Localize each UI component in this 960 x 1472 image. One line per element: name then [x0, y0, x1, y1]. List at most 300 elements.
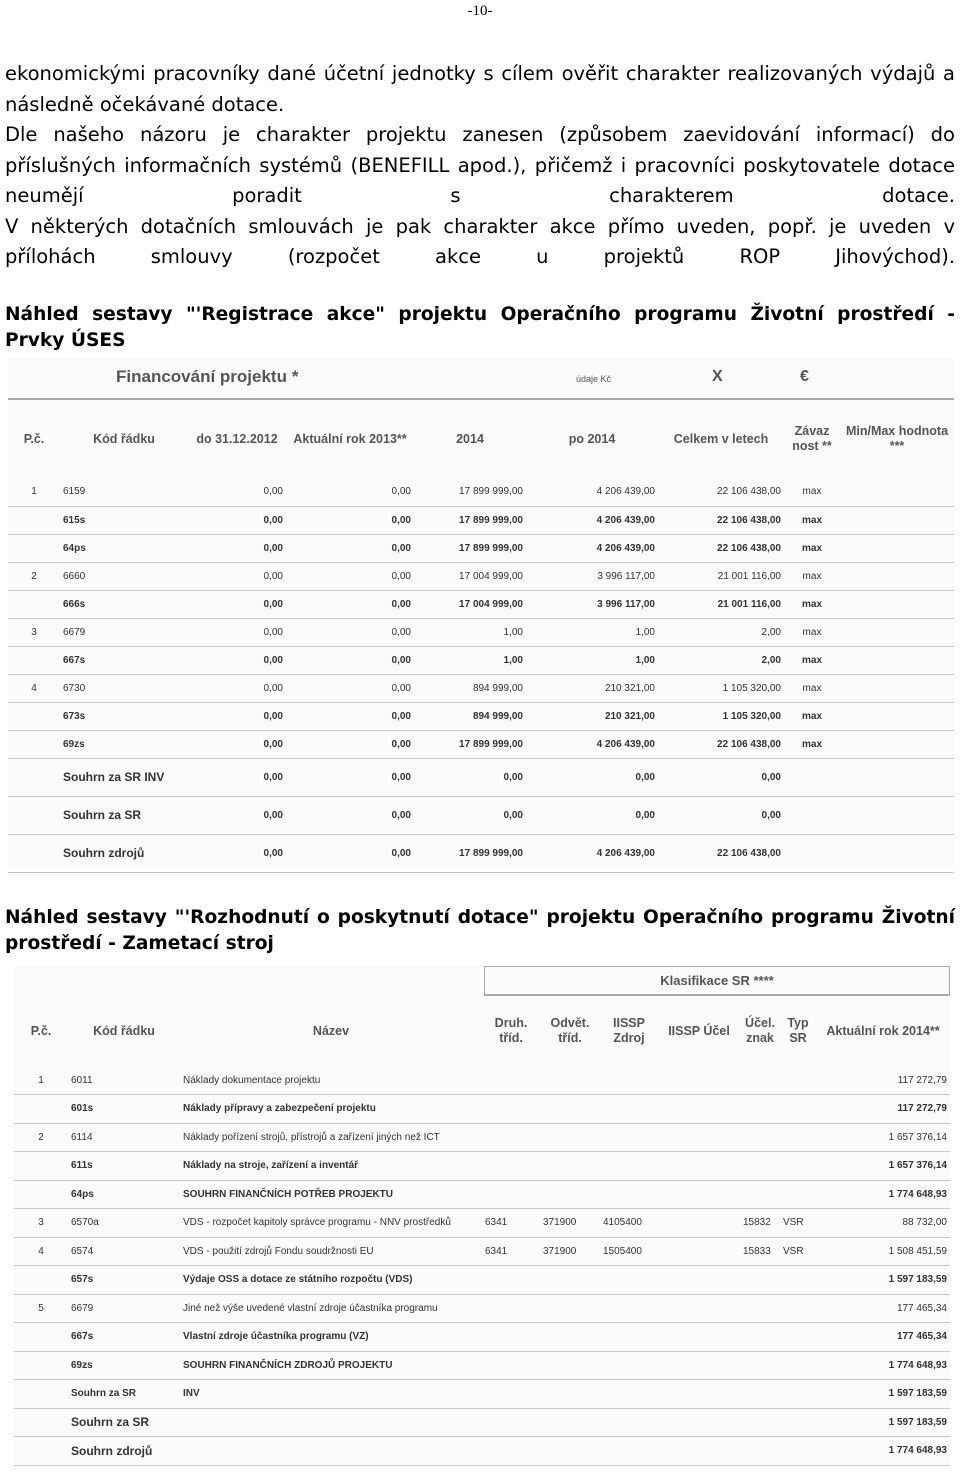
table1-cell: 0,00	[391, 542, 411, 554]
table2-header: Kód řádku	[93, 1023, 155, 1038]
table2-row	[14, 1323, 950, 1352]
table2-cell	[658, 1095, 740, 1124]
table1-cell: 1,00	[635, 626, 655, 638]
table2-cell	[658, 1408, 740, 1437]
table2-header: P.č.	[30, 1023, 52, 1038]
table1-cell: 0,00	[263, 710, 283, 722]
table2-cell: 4	[38, 1245, 44, 1257]
table1-cell: 1 105 320,00	[722, 710, 781, 722]
table1-cell: 6159	[63, 486, 86, 498]
table1-cell: 673s	[63, 710, 86, 722]
table2-header: IISSP Účel	[668, 1023, 730, 1038]
table2-cell: 69zs	[71, 1359, 93, 1371]
table2-cell: 88 732,00	[902, 1217, 947, 1229]
table1-cell: 6660	[63, 570, 86, 582]
table2-cell	[740, 1266, 780, 1295]
table2-cell: 1 774 648,93	[888, 1445, 947, 1457]
table1-cell: 21 001 116,00	[717, 598, 781, 610]
table1-row	[8, 478, 954, 506]
table2-cell	[740, 1066, 780, 1095]
table1-header: Min/Max hodnota ***	[845, 424, 949, 453]
table2-cell	[14, 1351, 68, 1380]
table1-header: Kód řádku	[93, 431, 155, 446]
table1-cell: 17 899 999,00	[459, 514, 523, 526]
table2-cell	[658, 1066, 740, 1095]
table2-cell	[600, 1294, 658, 1323]
table1-cell: 0,00	[263, 682, 283, 694]
table1-cell: 0,00	[391, 514, 411, 526]
table1-row	[8, 646, 954, 674]
table2-cell: VSR	[783, 1245, 804, 1257]
table1-cell: 3 996 117,00	[597, 598, 655, 610]
table1-cell	[784, 758, 840, 796]
table2-cell: 1 597 183,59	[888, 1274, 947, 1286]
table1-cell: 894 999,00	[472, 710, 523, 722]
table1-cell	[8, 534, 60, 562]
table1-cell: max	[801, 654, 822, 666]
table1-cell: 210 321,00	[604, 710, 655, 722]
table2-cell	[540, 1152, 600, 1181]
table2-cell: VDS - použití zdrojů Fondu soudržnosti EU	[183, 1245, 374, 1257]
table2-cell	[600, 1323, 658, 1352]
table1-cell: 4 206 439,00	[596, 486, 655, 498]
table2-cell	[780, 1123, 816, 1152]
table2-header: Účel. znak	[745, 1016, 775, 1045]
registrace-table	[8, 400, 954, 873]
table1-cell: 1,00	[503, 654, 523, 666]
table1-row	[8, 590, 954, 618]
table1-header: 2014	[456, 431, 484, 446]
table1-cell: 0,00	[391, 570, 411, 582]
table2-cell: 1	[38, 1074, 44, 1086]
table2-cell: 371900	[543, 1217, 577, 1229]
table2-title: Klasifikace SR ****	[660, 973, 774, 988]
table2-cell	[600, 1152, 658, 1181]
table1-cell	[840, 674, 954, 702]
table1-cell: 22 106 438,00	[717, 542, 781, 554]
rozhodnuti-table	[14, 996, 950, 1466]
table1-cell	[840, 562, 954, 590]
table2-cell: 177 465,34	[896, 1302, 947, 1314]
table1-cell: 69zs	[63, 738, 85, 750]
table2-cell: 4105400	[603, 1217, 642, 1229]
table2-cell	[658, 1266, 740, 1295]
table1-cell	[784, 834, 840, 872]
table2-cell	[740, 1180, 780, 1209]
table2-cell	[780, 1323, 816, 1352]
table2-cell	[482, 1266, 540, 1295]
table1-cell: 0,00	[761, 809, 781, 821]
table1-cell	[840, 702, 954, 730]
table2-cell	[658, 1437, 740, 1466]
table1-cell	[840, 834, 954, 872]
table2-cell: 6011	[71, 1074, 93, 1086]
table1-row	[8, 506, 954, 534]
table1-cell	[8, 730, 60, 758]
table2-cell	[540, 1380, 600, 1409]
table1-row	[8, 702, 954, 730]
table2-cell	[740, 1408, 780, 1437]
table2-cell	[14, 1437, 68, 1466]
table2-cell	[540, 1123, 600, 1152]
table1-x-mark: X	[712, 368, 723, 385]
table2-cell	[600, 1095, 658, 1124]
table2-row	[14, 1437, 950, 1466]
table2-cell: VDS - rozpočet kapitoly správce programu - NNV prostředků	[183, 1217, 451, 1229]
table1-row	[8, 834, 954, 872]
table2-cell	[482, 1095, 540, 1124]
table1-cell: 0,00	[391, 598, 411, 610]
table1-cell: 1 105 320,00	[722, 682, 781, 694]
table1-cell: 6730	[63, 682, 86, 694]
table1-cell: 4 206 439,00	[596, 542, 655, 554]
table1-cell: 0,00	[503, 809, 523, 821]
table2-cell: Souhrn za SR	[71, 1388, 137, 1400]
table2-cell: Náklady na stroje, zařízení a inventář	[183, 1160, 359, 1172]
table2-cell	[780, 1266, 816, 1295]
table2-cell	[482, 1180, 540, 1209]
table2-cell	[540, 1066, 600, 1095]
table1-cell: 4 206 439,00	[596, 514, 655, 526]
table2-cell: Jiné než výše uvedené vlastní zdroje účastníka programu	[183, 1302, 438, 1314]
table1-cell: max	[801, 738, 822, 750]
table2-cell: 6341	[485, 1245, 508, 1257]
table1-cell: 22 106 438,00	[717, 514, 781, 526]
table1-header: po 2014	[568, 431, 616, 446]
table2-row	[14, 1123, 950, 1152]
table2-cell	[740, 1380, 780, 1409]
table2-header: IISSP Zdroj	[613, 1016, 645, 1045]
table2-cell	[600, 1180, 658, 1209]
table2-cell: 1 597 183,59	[888, 1416, 947, 1428]
table2-cell	[740, 1437, 780, 1466]
table2-cell	[658, 1180, 740, 1209]
table1-cell: 0,00	[263, 514, 283, 526]
table2-cell	[482, 1123, 540, 1152]
table2-cell	[482, 1323, 540, 1352]
table1-cell: 0,00	[391, 654, 411, 666]
table1-cell: 22 106 438,00	[717, 486, 781, 498]
table1-cell: 0,00	[391, 682, 411, 694]
table2-cell	[780, 1351, 816, 1380]
table2-cell	[540, 1408, 600, 1437]
table1-cell	[840, 796, 954, 834]
table1-cell: 210 321,00	[604, 682, 655, 694]
table1-cell: 0,00	[263, 570, 283, 582]
table1-cell	[8, 506, 60, 534]
table1-cell: 0,00	[263, 626, 283, 638]
paragraph-2: Dle našeho názoru je charakter projektu zanesen (způsobem zaevidování informací) do příslušných informačních systémů (BENEFILL apod.), přičemž i pracovníci poskytovatele dotace neumějí poradit s charakterem dotace.	[5, 123, 955, 207]
table2-cell	[658, 1323, 740, 1352]
table2-cell: 5	[38, 1302, 44, 1314]
table1-cell: 894 999,00	[472, 682, 523, 694]
body-text	[5, 59, 955, 273]
table1-cell: max	[801, 542, 822, 554]
table2-cell	[740, 1294, 780, 1323]
table1-cell: max	[802, 682, 822, 694]
table1-cell: 0,00	[635, 809, 655, 821]
table1-cell: 17 899 999,00	[459, 738, 523, 750]
table2-header: Název	[312, 1023, 350, 1038]
table2-cell: 1 657 376,14	[888, 1131, 947, 1143]
table2-cell	[14, 1266, 68, 1295]
table1-cell: 0,00	[263, 486, 283, 498]
table1-cell: 1,00	[503, 626, 523, 638]
table1-cell: 6679	[63, 626, 86, 638]
table1-cell: 17 004 999,00	[459, 570, 523, 582]
table2-cell	[482, 1294, 540, 1323]
table2-cell: Náklady dokumentace projektu	[183, 1074, 321, 1086]
table2-cell	[658, 1351, 740, 1380]
table1-cell: max	[802, 626, 822, 638]
table1-cell: Souhrn za SR INV	[63, 769, 165, 784]
table1-cell: 17 899 999,00	[459, 542, 523, 554]
table2-cell: Výdaje OSS a dotace ze státního rozpočtu (VDS)	[183, 1274, 413, 1286]
table2-header: Aktuální rok 2014**	[826, 1023, 940, 1038]
table1-header: Celkem v letech	[673, 431, 769, 446]
table2-cell: 6114	[71, 1131, 93, 1143]
table2-cell: Vlastní zdroje účastníka programu (VZ)	[183, 1331, 369, 1343]
table2-cell	[780, 1066, 816, 1095]
table2-cell	[600, 1123, 658, 1152]
table2-cell: 117 272,79	[897, 1074, 947, 1086]
table1-cell	[8, 702, 60, 730]
table1-cell: 0,00	[391, 738, 411, 750]
table1-cell: Souhrn za SR	[63, 807, 142, 822]
paragraph-3: V některých dotačních smlouvách je pak charakter akce přímo uveden, popř. je uveden v přílohách smlouvy (rozpočet akce u projektů ROP Jihovýchod).	[5, 214, 955, 268]
table1-cell: 0,00	[391, 626, 411, 638]
table2-cell	[540, 1323, 600, 1352]
table1-row	[8, 730, 954, 758]
table2-cell	[658, 1380, 740, 1409]
table1-cell: 0,00	[391, 486, 411, 498]
table2-cell	[740, 1095, 780, 1124]
table2-cell: 1 774 648,93	[888, 1188, 947, 1200]
table1-cell: 667s	[63, 654, 86, 666]
table1-euro-mark: €	[800, 368, 809, 385]
table2-cell	[14, 1152, 68, 1181]
table1-cell: 0,00	[263, 598, 283, 610]
table2-cell	[600, 1351, 658, 1380]
table2-cell: 6574	[71, 1245, 94, 1257]
table2-cell: SOUHRN FINANČNÍCH ZDROJŮ PROJEKTU	[183, 1359, 393, 1371]
table1-cell: 0,00	[503, 771, 523, 783]
table1-row	[8, 674, 954, 702]
table1-cell	[840, 478, 954, 506]
table2-cell: 1 657 376,14	[888, 1160, 947, 1172]
table1-cell	[840, 646, 954, 674]
table2-cell: 117 272,79	[897, 1103, 947, 1115]
table2-cell	[482, 1066, 540, 1095]
table2-cell: Souhrn zdrojů	[71, 1443, 153, 1458]
table2-cell: 1 597 183,59	[888, 1388, 947, 1400]
table2-cell	[180, 1437, 482, 1466]
table2-cell: 657s	[71, 1274, 94, 1286]
table1-cell: max	[802, 486, 822, 498]
table2-cell: 177 465,34	[896, 1331, 947, 1343]
table2-header-row	[14, 996, 950, 1066]
table1-header-row	[8, 400, 954, 478]
table1-row	[8, 758, 954, 796]
table2-cell: 6570a	[71, 1217, 99, 1229]
table1-cell: 1,00	[635, 654, 655, 666]
table2-cell	[658, 1237, 740, 1266]
table1-cell	[784, 796, 840, 834]
table1-cell: 2	[31, 570, 37, 582]
table1-cell: 21 001 116,00	[717, 570, 781, 582]
table2-cell	[780, 1180, 816, 1209]
table2-cell: 15832	[743, 1217, 771, 1229]
table1-cell: 17 004 999,00	[459, 598, 523, 610]
table1-cell: max	[801, 514, 822, 526]
table1-cell: 0,00	[263, 771, 283, 783]
table1-cell: 615s	[63, 514, 86, 526]
table2-cell	[740, 1351, 780, 1380]
table1-cell	[840, 618, 954, 646]
table2-row	[14, 1408, 950, 1437]
table2-cell	[658, 1152, 740, 1181]
table2-cell	[14, 1408, 68, 1437]
table2-cell	[540, 1266, 600, 1295]
table2-cell	[14, 1323, 68, 1352]
table1-cell: 4 206 439,00	[596, 847, 655, 859]
table2-cell	[658, 1123, 740, 1152]
table2-row	[14, 1066, 950, 1095]
table1-cell: 0,00	[391, 809, 411, 821]
table1-row	[8, 796, 954, 834]
table1-cell	[840, 506, 954, 534]
table2-cell: 3	[38, 1217, 44, 1229]
table1-row	[8, 562, 954, 590]
table2-cell	[540, 1294, 600, 1323]
table2-cell	[540, 1180, 600, 1209]
table2-cell	[600, 1266, 658, 1295]
table2-cell	[658, 1209, 740, 1238]
table2-cell	[180, 1408, 482, 1437]
table1-cell: max	[801, 710, 822, 722]
table1-header: Aktuální rok 2013**	[293, 431, 407, 446]
table2-row	[14, 1237, 950, 1266]
table2-row	[14, 1180, 950, 1209]
table2-cell	[482, 1437, 540, 1466]
table1-cell: 3 996 117,00	[597, 570, 655, 582]
table2-cell: Náklady přípravy a zabezpečení projektu	[183, 1103, 376, 1115]
table1-cell: 4	[31, 682, 37, 694]
page-number: -10-	[467, 3, 493, 19]
table1-row	[8, 618, 954, 646]
table1-cell: 1	[31, 486, 37, 498]
table1-cell: 0,00	[391, 771, 411, 783]
table2-cell	[780, 1095, 816, 1124]
table2-cell	[482, 1152, 540, 1181]
table1-cell: 2,00	[761, 654, 781, 666]
table1-row	[8, 534, 954, 562]
table1-cell: 17 899 999,00	[459, 847, 523, 859]
table1-cell	[8, 796, 60, 834]
table1-cell	[840, 758, 954, 796]
table2-cell: 611s	[71, 1160, 93, 1172]
table1-cell: 0,00	[761, 771, 781, 783]
table1-cell	[840, 534, 954, 562]
table1-cell	[8, 758, 60, 796]
table1-cell: 22 106 438,00	[717, 738, 781, 750]
table2-cell: 1505400	[603, 1245, 642, 1257]
table1-cell	[840, 590, 954, 618]
table2-cell: 667s	[71, 1331, 94, 1343]
table2-cell	[780, 1380, 816, 1409]
table2-cell: 6341	[485, 1217, 508, 1229]
table2-cell: 6679	[71, 1302, 94, 1314]
table1-header: do 31.12.2012	[196, 431, 278, 446]
table2-cell	[600, 1408, 658, 1437]
table2-cell: 15833	[743, 1245, 771, 1257]
table1-cell: 0,00	[263, 809, 283, 821]
table2-cell: 601s	[71, 1103, 94, 1115]
rozhodnuti-table-scan	[14, 966, 950, 1466]
table2-cell: 2	[38, 1131, 44, 1143]
table2-cell	[482, 1408, 540, 1437]
table2-cell: 1 508 451,59	[888, 1245, 947, 1257]
table2-cell	[14, 1380, 68, 1409]
table2-cell	[740, 1123, 780, 1152]
table2-header: Typ SR	[787, 1016, 809, 1045]
table1-cell: 666s	[63, 598, 86, 610]
table1-cell: 17 899 999,00	[459, 486, 523, 498]
table1-header: Závaz nost **	[792, 424, 832, 453]
table2-cell	[482, 1351, 540, 1380]
table2-row	[14, 1209, 950, 1238]
table1-cell	[8, 834, 60, 872]
table2-cell	[14, 1095, 68, 1124]
table1-cell	[8, 590, 60, 618]
table1-cell: 0,00	[263, 847, 283, 859]
table1-cell: 64ps	[63, 542, 86, 554]
table2-cell: Souhrn za SR	[71, 1415, 150, 1430]
table2-row	[14, 1095, 950, 1124]
table2-row	[14, 1152, 950, 1181]
table2-cell: Náklady pořízení strojů, přístrojů a zařízení jiných než ICT	[183, 1131, 440, 1143]
table2-cell	[600, 1380, 658, 1409]
table1-cell: 4 206 439,00	[596, 738, 655, 750]
table1-cell: max	[801, 598, 822, 610]
heading-rozhodnuti: Náhled sestavy "'Rozhodnutí o poskytnutí dotace" projektu Operačního programu Životní prostředí - Zametací stroj	[5, 907, 955, 954]
table2-cell: 1 774 648,93	[888, 1359, 947, 1371]
table2-row	[14, 1266, 950, 1295]
table2-cell	[600, 1437, 658, 1466]
table1-cell: 0,00	[263, 654, 283, 666]
heading-registrace: Náhled sestavy "'Registrace akce" projektu Operačního programu Životní prostředí - Prvky ÚSES	[5, 304, 955, 351]
table2-cell	[600, 1066, 658, 1095]
table2-header: Druh. tříd.	[494, 1016, 528, 1045]
table2-cell	[780, 1408, 816, 1437]
table2-cell	[780, 1437, 816, 1466]
table2-row	[14, 1380, 950, 1409]
table2-cell: 64ps	[71, 1188, 94, 1200]
table2-cell	[540, 1095, 600, 1124]
paragraph-1: ekonomickými pracovníky dané účetní jednotky s cílem ověřit charakter realizovaných výdajů a následně očekávané dotace.	[5, 62, 955, 116]
table2-row	[14, 1294, 950, 1323]
table2-row	[14, 1351, 950, 1380]
table2-cell	[740, 1152, 780, 1181]
table1-cell: 0,00	[391, 710, 411, 722]
table1-cell: 2,00	[761, 626, 781, 638]
table1-cell: 0,00	[263, 542, 283, 554]
table1-cell: 0,00	[263, 738, 283, 750]
table2-cell	[482, 1380, 540, 1409]
table1-cell: 0,00	[391, 847, 411, 859]
table1-cell: max	[802, 570, 822, 582]
table1-cell: Souhrn zdrojů	[63, 845, 145, 860]
